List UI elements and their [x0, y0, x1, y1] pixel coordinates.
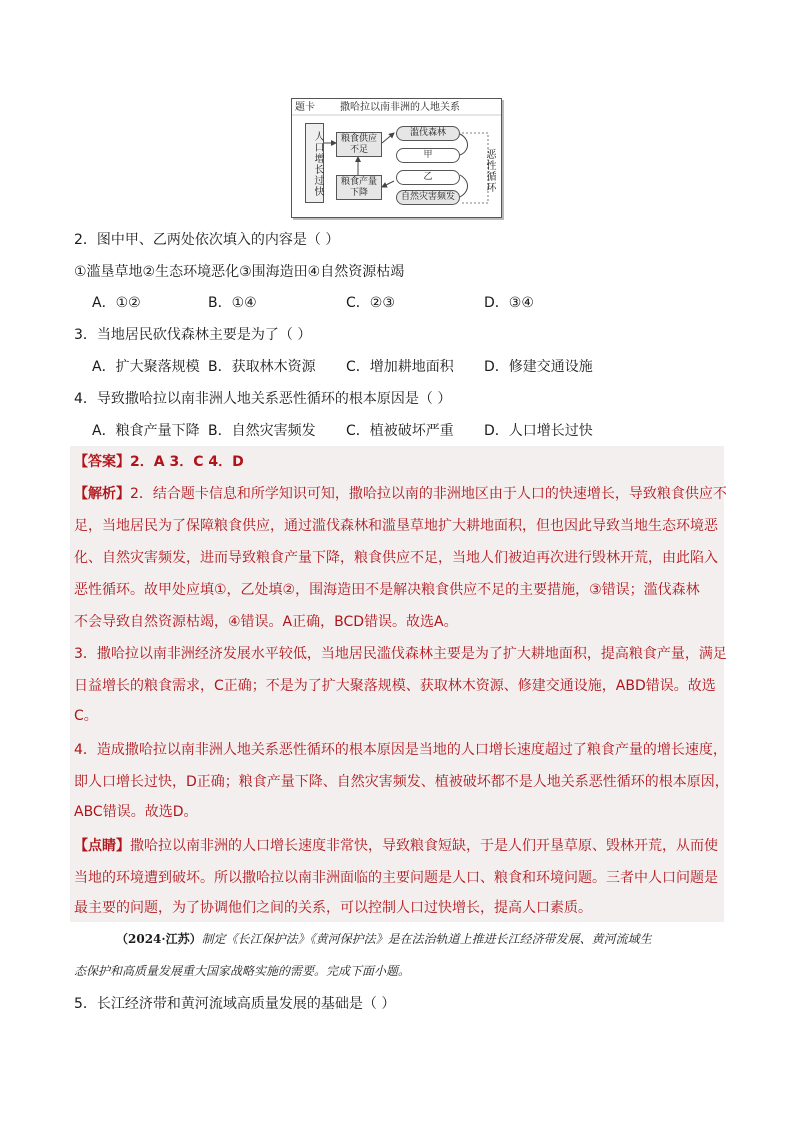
q4-option-b: B．自然灾害频发 — [208, 423, 316, 439]
q2-option-a: A．①② — [92, 295, 141, 311]
comment-line-1: 【点睛】撒哈拉以南非洲的人口增长速度非常快，导致粮食短缺，于是人们开垦草原、毁林开荒，从而使 — [74, 838, 718, 854]
food-output-box: 粮食产量下降 — [336, 175, 382, 200]
analysis-p4-line-1: 4．造成撒哈拉以南非洲人地关系恶性循环的根本原因是当地的人口增长速度超过了粮食产量的增长速度， — [74, 742, 727, 758]
q3-option-d: D．修建交通设施 — [484, 359, 593, 375]
q4-option-a: A．粮食产量下降 — [92, 423, 200, 439]
comment-label: 【点睛】 — [74, 838, 130, 854]
q2-option-c: C．②③ — [346, 295, 395, 311]
q5-stem: 5．长江经济带和黄河流域高质量发展的基础是（ ） — [74, 996, 396, 1012]
diagram-tag: 题卡 — [295, 102, 315, 113]
answer-label: 【答案】 — [74, 454, 130, 470]
analysis-p3-line-3: C。 — [74, 708, 98, 724]
disaster-pill: 自然灾害频发 — [396, 190, 460, 205]
q4-option-c: C．植被破坏严重 — [346, 423, 454, 439]
food-supply-box: 粮食供应不足 — [336, 132, 382, 157]
q3-stem: 3．当地居民砍伐森林主要是为了（ ） — [74, 327, 312, 343]
diagram-title: 撒哈拉以南非洲的人地关系 — [340, 102, 460, 113]
analysis-line-2: 足，当地居民为了保障粮食供应，通过滥伐森林和滥垦草地扩大耕地面积，但也因此导致当地生态环境恶 — [74, 518, 718, 534]
analysis-p3-line-1: 3．撒哈拉以南非洲经济发展水平较低，当地居民滥伐森林主要是为了扩大耕地面积，提高粮食产量，满足 — [74, 646, 727, 662]
q3-option-b: B．获取林木资源 — [208, 359, 316, 375]
analysis-p3-line-2: 日益增长的粮食需求，C正确；不是为了扩大聚落规模、获取林木资源、修建交通设施，ABD错误。故选 — [74, 678, 716, 694]
q4-stem: 4．导致撒哈拉以南非洲人地关系恶性循环的根本原因是（ ） — [74, 391, 452, 407]
analysis-line-3: 化、自然灾害频发，进而导致粮食产量下降，粮食供应不足，当地人们被迫再次进行毁林开荒，由此陷入 — [74, 550, 718, 566]
analysis-p4-line-3: ABC错误。故选D。 — [74, 804, 198, 820]
intro-source: （2024·江苏） — [116, 932, 202, 946]
analysis-line-1: 【解析】2．结合题卡信息和所学知识可知，撒哈拉以南的非洲地区由于人口的快速增长，导致粮食供应不 — [74, 486, 727, 502]
answer-text: 2．A 3．C 4．D — [130, 454, 244, 470]
q2-option-d: D．③④ — [484, 295, 534, 311]
vicious-cycle-label: 恶性循环 — [484, 149, 495, 193]
intro-line-2: 态保护和高质量发展重大国家战略实施的需要。完成下面小题。 — [74, 964, 411, 978]
jia-pill: 甲 — [396, 148, 460, 163]
analysis-line-4: 恶性循环。故甲处应填①，乙处填②，围海造田不是解决粮食供应不足的主要措施，③错误；滥伐森林 — [74, 582, 700, 598]
analysis-p4-line-2: 即人口增长过快，D正确；粮食产量下降、自然灾害频发、植被破坏都不是人地关系恶性循环的根本原因， — [74, 774, 729, 790]
comment-line-3: 最主要的问题，为了协调他们之间的关系，可以控制人口过快增长，提高人口素质。 — [74, 900, 592, 916]
intro-line-1: （2024·江苏）制定《长江保护法》《黄河保护法》是在法治轨道上推进长江经济带发展、黄河流域生 — [116, 932, 652, 946]
q3-option-c: C．增加耕地面积 — [346, 359, 454, 375]
population-growth-box: 人口增长过快 — [305, 123, 324, 203]
q2-option-b: B．①④ — [208, 295, 257, 311]
analysis-line-5: 不会导致自然资源枯竭，④错误。A正确，BCD错误。故选A。 — [74, 614, 458, 630]
q2-stem: 2．图中甲、乙两处依次填入的内容是（ ） — [74, 232, 340, 248]
q2-items: ①滥垦草地②生态环境恶化③围海造田④自然资源枯竭 — [74, 264, 405, 280]
q3-option-a: A．扩大聚落规模 — [92, 359, 200, 375]
comment-line-2: 当地的环境遭到破坏。所以撒哈拉以南非洲面临的主要问题是人口、粮食和环境问题。三者中人口问题是 — [74, 870, 718, 886]
analysis-label: 【解析】 — [74, 486, 130, 502]
deforestation-pill: 滥伐森林 — [396, 126, 460, 141]
answer-line — [74, 452, 724, 472]
q4-option-d: D．人口增长过快 — [484, 423, 593, 439]
yi-pill: 乙 — [396, 170, 460, 185]
diagram-card — [291, 98, 502, 218]
